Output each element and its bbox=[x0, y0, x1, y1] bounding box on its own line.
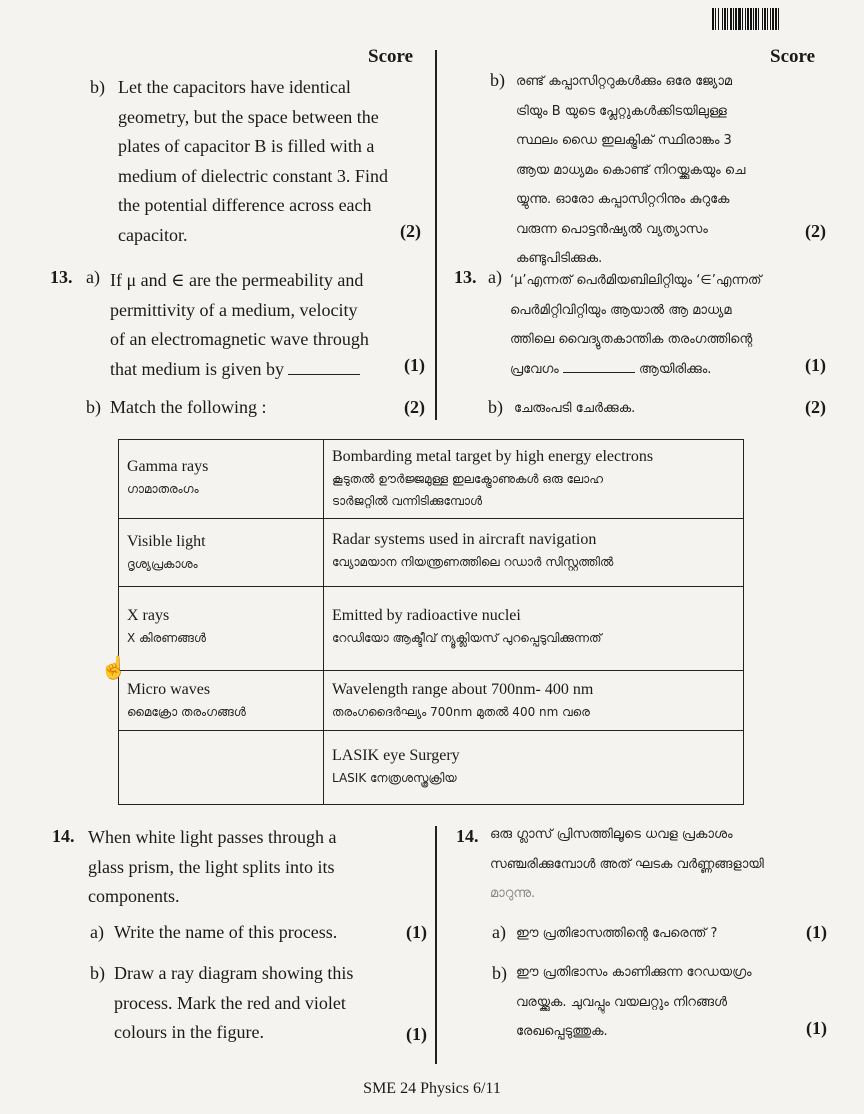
match-right-ml: LASIK നേത്രശസ്ത്രക്രിയ bbox=[332, 771, 457, 785]
q14b-text-ml bbox=[516, 958, 816, 1047]
match-left-cell bbox=[119, 519, 324, 587]
match-right-cell bbox=[324, 731, 744, 805]
q14a-marks-ml: (1) bbox=[806, 922, 827, 942]
q12b-ml-line: ട്രിയും B യുടെ പ്ലേറ്റുകൾക്കിടയിലുള്ള bbox=[516, 103, 727, 119]
match-left-cell bbox=[119, 731, 324, 805]
match-left-cell bbox=[119, 587, 324, 671]
match-left-ml: ഗാമാതരംഗം bbox=[127, 482, 199, 496]
q13a-ml-first: പ്രവേഗം bbox=[510, 361, 559, 377]
match-right-en: Radar systems used in aircraft navigation bbox=[332, 531, 597, 548]
q13b-marks-ml: (2) bbox=[805, 397, 826, 417]
q13a-last-line bbox=[110, 355, 430, 385]
match-row bbox=[119, 671, 744, 731]
q14b-marks-en: (1) bbox=[406, 1024, 427, 1044]
match-right-ml: ടാർജറ്റിൽ വന്നിടിക്കുമ്പോൾ bbox=[332, 494, 483, 508]
match-left-en: Visible light bbox=[127, 533, 206, 550]
q12b-ml-line: ആയ മാധ്യമം കൊണ്ട് നിറയ്ക്കുകയും ചെ bbox=[516, 162, 746, 178]
q13b-marks-en: (2) bbox=[404, 397, 425, 417]
answer-blank bbox=[288, 358, 360, 375]
q13a-line: permittivity of a medium, velocity bbox=[110, 299, 358, 320]
match-left-ml: മൈക്രോ തരംഗങ്ങൾ bbox=[127, 705, 246, 719]
q13a-line: If μ and ∈ are the permeability and bbox=[110, 270, 364, 290]
q14b-line: process. Mark the red and violet bbox=[114, 992, 346, 1013]
q12b-line: geometry, but the space between the bbox=[118, 106, 379, 127]
q12b-marks-en: (2) bbox=[400, 221, 421, 241]
match-row bbox=[119, 587, 744, 671]
match-right-ml: വ്യോമയാന നിയന്ത്രണത്തിലെ റഡാർ സിസ്റ്റത്തിൽ bbox=[332, 555, 614, 569]
q14-stem-line: glass prism, the light splits into its bbox=[88, 856, 335, 877]
q13b-text-en: Match the following : bbox=[110, 397, 267, 417]
q14b-line: colours in the figure. bbox=[114, 1022, 264, 1042]
q12b-ml-line: രണ്ട് കപ്പാസിറ്ററുകൾക്കും ഒരേ ജ്യോമ bbox=[516, 74, 733, 89]
q14b-ml-line: രേഖപ്പെടുത്തുക. bbox=[516, 1024, 608, 1039]
match-left-en: Micro waves bbox=[127, 681, 211, 698]
q14a-text-en: Write the name of this process. bbox=[114, 922, 338, 942]
q14b-text-en bbox=[114, 959, 414, 1048]
q14a-marks-en: (1) bbox=[406, 922, 427, 942]
q13a-text-ml bbox=[510, 266, 830, 384]
match-right-en: Emitted by radioactive nuclei bbox=[332, 607, 521, 624]
q13a-line: of an electromagnetic wave through bbox=[110, 329, 369, 349]
q14b-ml-line: വരയ്ക്കുക. ചുവപ്പും വയലറ്റും നിറങ്ങൾ bbox=[516, 994, 728, 1010]
column-divider-bottom bbox=[435, 826, 437, 1064]
q14-number-ml: 14. bbox=[456, 826, 479, 846]
q13-number-en: 13. bbox=[50, 267, 73, 287]
q14-stem-en bbox=[88, 823, 418, 912]
q14-number-en: 14. bbox=[52, 826, 75, 846]
q14a-label-en: a) bbox=[90, 922, 104, 942]
match-right-cell bbox=[324, 519, 744, 587]
match-left-en: X rays bbox=[127, 607, 170, 624]
q12b-line: medium of dielectric constant 3. Find bbox=[118, 165, 388, 186]
match-right-cell bbox=[324, 587, 744, 671]
q13b-text-ml: ചേരുംപടി ചേർക്കുക. bbox=[514, 401, 636, 416]
q13a-ml-line: പെർമിറ്റിവിറ്റിയും ആയാൽ ആ മാധ്യമ bbox=[510, 302, 732, 318]
q14a-text-ml: ഈ പ്രതിഭാസത്തിന്റെ പേരെന്ത് ? bbox=[516, 926, 718, 941]
score-heading-right: Score bbox=[770, 46, 816, 67]
match-right-ml: കൂടുതൽ ഊർജ്ജമുള്ള ഇലക്ട്രോണുകൾ ഒരു ലോഹ bbox=[332, 472, 603, 486]
q12b-ml-line: കണ്ടുപിടിക്കുക. bbox=[516, 251, 603, 266]
q13a-text-en bbox=[110, 266, 430, 384]
q14-stem-ml-line: ഒരു ഗ്ലാസ് പ്രിസത്തിലൂടെ ധവള പ്രകാശം bbox=[490, 827, 733, 842]
q13b-label-en: b) bbox=[86, 397, 101, 417]
q13a-ml-last: ആയിരിക്കും. bbox=[639, 361, 712, 377]
q14-stem-ml-line: സഞ്ചരിക്കുമ്പോൾ അത് ഘടക വർണ്ണങ്ങളായി bbox=[490, 856, 764, 872]
q14b-line: Draw a ray diagram showing this bbox=[114, 963, 354, 983]
q14b-label-ml: b) bbox=[492, 963, 507, 983]
q12b-ml-line: വരുന്ന പൊട്ടൻഷ്യൽ വ്യത്യാസം bbox=[516, 221, 708, 237]
q14b-label-en: b) bbox=[90, 963, 105, 983]
q13-number-ml: 13. bbox=[454, 267, 477, 287]
match-left-ml: X കിരണങ്ങൾ bbox=[127, 631, 206, 645]
q12b-ml-line: സ്ഥലം ഡൈ ഇലക്ട്രിക് സ്ഥിരാങ്കം 3 bbox=[516, 133, 732, 148]
match-right-ml: തരംഗദൈർഘ്യം 700nm മുതൽ 400 nm വരെ bbox=[332, 705, 590, 719]
match-table bbox=[118, 439, 744, 805]
match-left-ml: ദൃശ്യപ്രകാശം bbox=[127, 557, 198, 571]
q12b-line: capacitor. bbox=[118, 224, 188, 245]
q13a-marks-ml: (1) bbox=[805, 355, 826, 375]
q12b-text-ml bbox=[516, 67, 816, 274]
q14-stem-ml bbox=[490, 820, 830, 909]
q14b-marks-ml: (1) bbox=[806, 1018, 827, 1038]
q14-stem-line: When white light passes through a bbox=[88, 827, 337, 847]
q12b-line: plates of capacitor B is filled with a bbox=[118, 136, 375, 156]
q13a-ml-line: ‘μ’എന്നത് പെർമിയബിലിറ്റിയും ‘∈’എന്നത് bbox=[510, 273, 762, 288]
match-right-en: LASIK eye Surgery bbox=[332, 747, 460, 764]
q12b-ml-line: യ്യുന്നു. ഓരോ കപ്പാസിറ്ററിനും കുറുകേ bbox=[516, 192, 730, 207]
q13a-last-text: that medium is given by bbox=[110, 358, 284, 379]
answer-blank-ml bbox=[563, 356, 635, 373]
q13a-marks-en: (1) bbox=[404, 355, 425, 375]
q13a-label-en: a) bbox=[86, 267, 100, 287]
match-right-cell bbox=[324, 440, 744, 519]
match-left-cell bbox=[119, 440, 324, 519]
q12b-line: the potential difference across each bbox=[118, 195, 372, 215]
q12b-text-en bbox=[118, 73, 430, 250]
q12b-marks-ml: (2) bbox=[805, 221, 826, 241]
match-row bbox=[119, 519, 744, 587]
q13a-ml-line: ത്തിലെ വൈദ്യുതകാന്തിക തരംഗത്തിന്റെ bbox=[510, 332, 753, 347]
match-right-en: Bombarding metal target by high energy electrons bbox=[332, 448, 654, 465]
page-footer: SME 24 Physics 6/11 bbox=[363, 1080, 501, 1097]
match-right-en: Wavelength range about 700nm- 400 nm bbox=[332, 681, 594, 698]
match-right-cell bbox=[324, 671, 744, 731]
q13a-ml-last-line bbox=[510, 355, 830, 385]
q12b-label-ml: b) bbox=[490, 70, 505, 90]
match-row bbox=[119, 440, 744, 519]
q14-stem-line: components. bbox=[88, 886, 180, 906]
q13a-label-ml: a) bbox=[488, 267, 502, 287]
column-divider-top bbox=[435, 50, 437, 420]
score-heading-left: Score bbox=[368, 46, 414, 67]
match-row bbox=[119, 731, 744, 805]
q14a-label-ml: a) bbox=[492, 922, 506, 942]
match-left-cell bbox=[119, 671, 324, 731]
hand-pointer-icon: ☝ bbox=[100, 655, 128, 680]
barcode bbox=[712, 8, 830, 30]
q12b-line: Let the capacitors have identical bbox=[118, 77, 351, 97]
q12b-label-en: b) bbox=[90, 77, 105, 97]
q13b-label-ml: b) bbox=[488, 397, 503, 417]
match-right-ml: റേഡിയോ ആക്ടീവ് ന്യൂക്ലിയസ് പുറപ്പെടുവിക്കുന്നത് bbox=[332, 631, 602, 645]
q14b-ml-line: ഈ പ്രതിഭാസം കാണിക്കുന്ന റേഡയഗ്രം bbox=[516, 965, 752, 980]
q14-stem-ml-line: മാറുന്നു. bbox=[490, 886, 536, 901]
match-left-en: Gamma rays bbox=[127, 458, 209, 475]
